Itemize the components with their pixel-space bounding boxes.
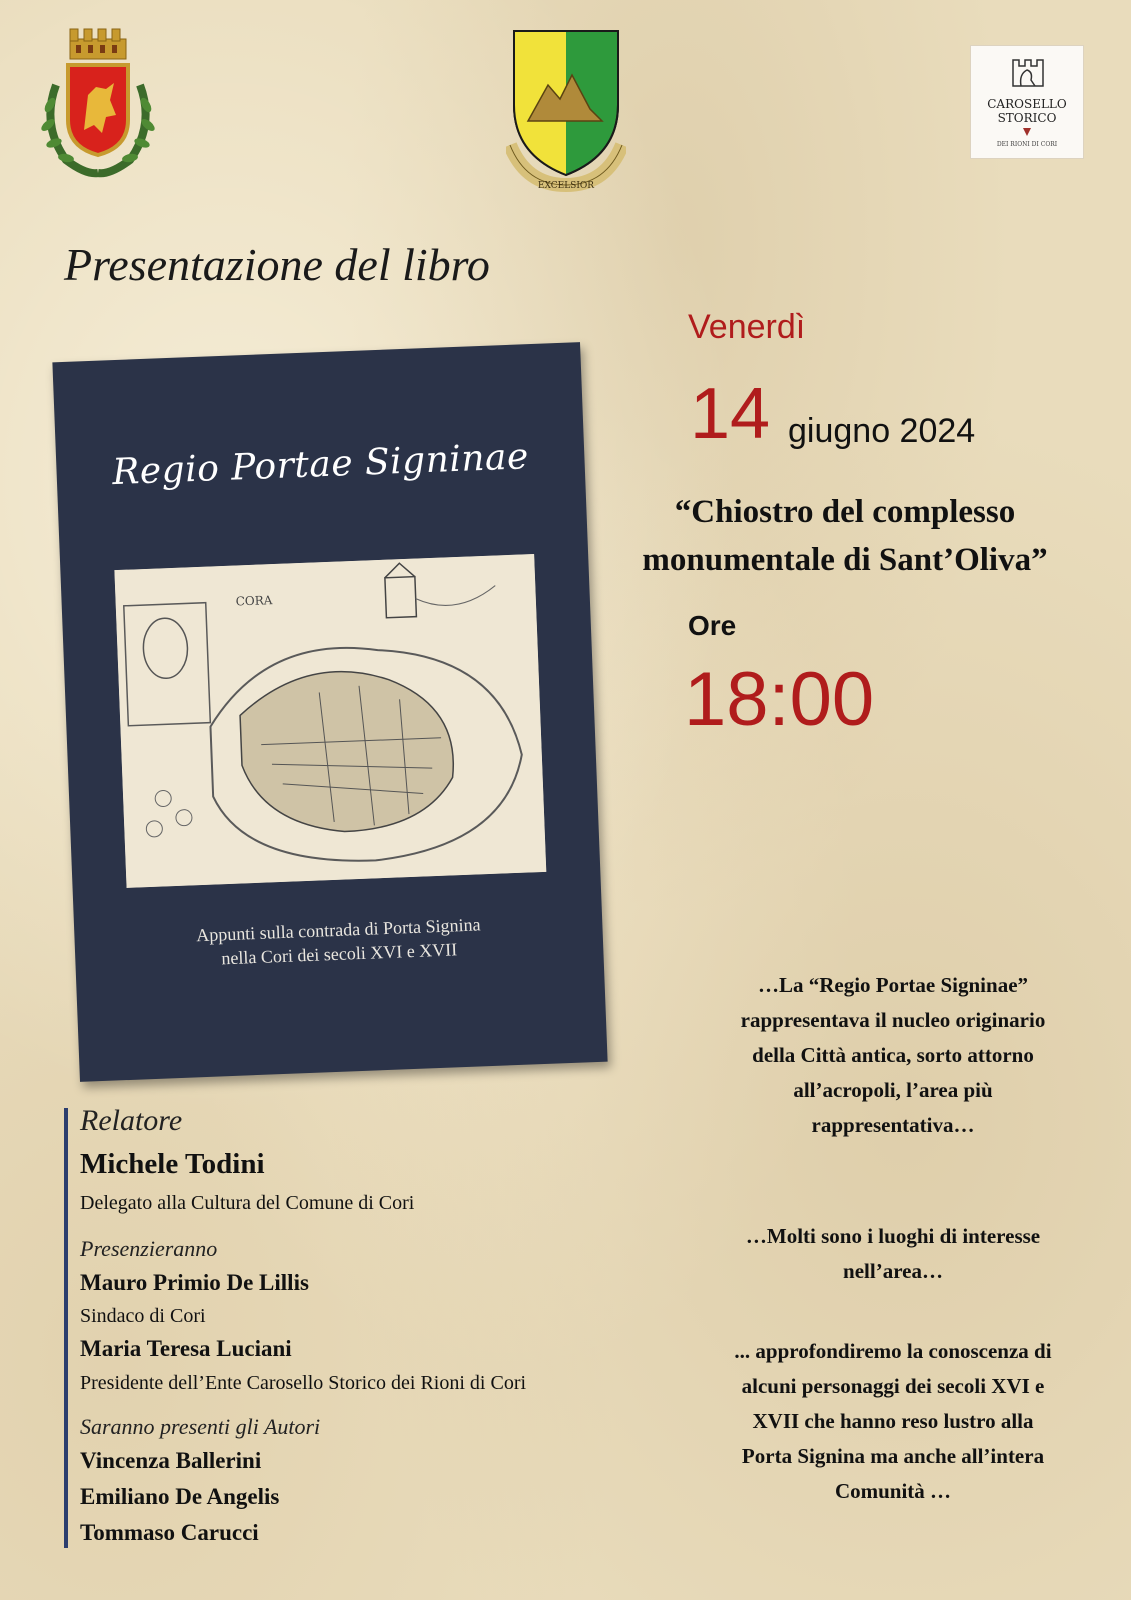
city-crest-logo (36, 25, 160, 180)
relatore-description: Delegato alla Cultura del Comune di Cori (80, 1192, 415, 1214)
map-label: CORA (235, 593, 273, 609)
description-quote: ... approfondiremo la conoscenza di alcuni personaggi dei secoli XVI e XVII che hanno reso lustro alla Porta Signina ma anche all’intera Comunità … (734, 1339, 1052, 1503)
event-time-label: Ore (688, 610, 737, 641)
description-quote: …Molti sono i luoghi di interesse nell’area… (745, 1224, 1041, 1283)
event-day: 14 (690, 374, 771, 454)
autori-label: Saranno presenti gli Autori (80, 1414, 321, 1439)
storico-text: STORICO (997, 111, 1057, 125)
guest-name: Maria Teresa Luciani (80, 1336, 292, 1361)
event-time: 18:00 (684, 657, 875, 742)
book-subtitle-line1: Appunti sulla contrada di Porta Signina (195, 914, 481, 946)
book-title: Regio Portae Signinae (111, 436, 530, 494)
presenzieranno-label: Presenzieranno (80, 1236, 218, 1261)
carosello-text: CAROSELLO (987, 97, 1067, 111)
author-name: Tommaso Carucci (80, 1520, 259, 1545)
relatore-name: Michele Todini (80, 1148, 265, 1180)
book-cover-image (52, 342, 607, 1082)
guest-description: Presidente dell’Ente Carosello Storico dei Rioni di Cori (80, 1372, 527, 1394)
description-quote: …La “Regio Portae Signinae” rappresentava il nucleo originario della Città antica, sorto attorno all’acropoli, l’area più rappresentativa… (740, 973, 1046, 1137)
rione-shield-logo (506, 25, 626, 195)
credits-accent-bar (64, 1108, 68, 1548)
author-name: Emiliano De Angelis (80, 1484, 280, 1509)
event-weekday: Venerdì (688, 308, 806, 346)
book-map-illustration (114, 554, 546, 888)
shield-motto: EXCELSIOR (537, 181, 595, 191)
author-name: Vincenza Ballerini (80, 1448, 262, 1473)
event-venue: “Chiostro del complesso monumentale di Sant’Oliva” (642, 494, 1048, 578)
rioni-text: DEI RIONI DI CORI (996, 141, 1058, 148)
relatore-label: Relatore (80, 1104, 183, 1137)
guest-description: Sindaco di Cori (80, 1305, 206, 1327)
carosello-storico-logo (970, 45, 1084, 159)
page-heading: Presentazione del libro (64, 239, 490, 290)
event-month-year: giugno 2024 (788, 412, 976, 450)
book-subtitle-line2: nella Cori dei secoli XVI e XVII (221, 939, 458, 969)
guest-name: Mauro Primio De Lillis (80, 1270, 309, 1295)
